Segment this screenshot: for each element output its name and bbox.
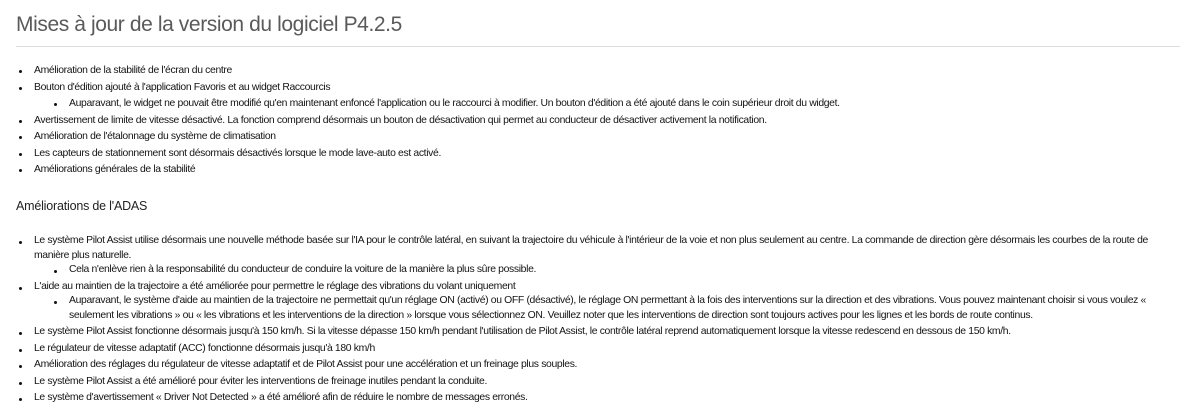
list-item: Amélioration de la stabilité de l'écran du centre [16, 63, 1182, 80]
general-improvements-list [16, 63, 1182, 179]
list-item: Bouton d'édition ajouté à l'application Favoris et au widget Raccourcis Auparavant, le widget ne pouvait être modifié qu'en maintenant enfoncé l'application ou le raccourci à modifier. Un bouton d'édition a été ajouté dans le coin supérieur droit du widget. [16, 80, 1182, 113]
list-item: Le système d'avertissement « Driver Not Detected » a été amélioré afin de réduire le nombre de messages erronés. [16, 391, 1182, 406]
list-item: Amélioration de l'étalonnage du système de climatisation [16, 129, 1182, 146]
title-divider [16, 46, 1180, 47]
adas-heading: Améliorations de l'ADAS [16, 199, 148, 213]
list-item: Le système Pilot Assist a été amélioré pour éviter les interventions de freinage inutiles pendant la conduite. [16, 375, 1182, 390]
adas-improvements-list [16, 234, 1182, 408]
sub-list [34, 96, 1182, 113]
sub-list-item: Auparavant, le système d'aide au maintien de la trajectoire ne permettait qu'un réglage ON (activé) ou OFF (désactivé), le réglage ON permettant à la fois des interventions sur la direction et des vibrations. Vous pouvez maintenant choisir si vous voulez « seulement les vibrations » ou « les vibrations et les interventions de la direction » lorsque vous sélectionnez ON. Veuillez noter que les interventions de direction sont toujours actives pour les lignes et les bords de route continus. [51, 294, 1182, 323]
sub-list [34, 263, 1182, 278]
sub-list [34, 294, 1182, 323]
sub-list-item: Auparavant, le widget ne pouvait être modifié qu'en maintenant enfoncé l'application ou le raccourci à modifier. Un bouton d'édition a été ajouté dans le coin supérieur droit du widget. [51, 96, 1182, 113]
list-item: L'aide au maintien de la trajectoire a été améliorée pour permettre le réglage des vibrations du volant uniquement Auparavant, le système d'aide au maintien de la trajectoire ne permettait qu'un réglage ON (activé) ou OFF (désactivé), le réglage ON permettant à la fois des interventions sur la direction et des vibrations. Vous pouvez maintenant choisir si vous voulez « seulement les vibrations » ou « les vibrations et les interventions de la direction » lorsque vous sélectionnez ON. Veuillez noter que les interventions de direction sont toujours actives pour les lignes et les bords de route continus. [16, 280, 1182, 324]
list-item: Le système Pilot Assist fonctionne désormais jusqu'à 150 km/h. Si la vitesse dépasse 150 km/h pendant l'utilisation de Pilot Assist, le contrôle latéral reprend automatiquement lorsque la vitesse redescend en dessous de 150 km/h. [16, 325, 1182, 340]
list-item: Avertissement de limite de vitesse désactivé. La fonction comprend désormais un bouton de désactivation qui permet au conducteur de désactiver activement la notification. [16, 113, 1182, 130]
list-item: Les capteurs de stationnement sont désormais désactivés lorsque le mode lave-auto est activé. [16, 146, 1182, 163]
page-title: Mises à jour de la version du logiciel P4.2.5 [16, 13, 402, 36]
list-item: Le régulateur de vitesse adaptatif (ACC) fonctionne désormais jusqu'à 180 km/h [16, 342, 1182, 357]
list-item: Améliorations générales de la stabilité [16, 162, 1182, 179]
list-item: Le système Pilot Assist utilise désormais une nouvelle méthode basée sur l'IA pour le contrôle latéral, en suivant la trajectoire du véhicule à l'intérieur de la voie et non plus seulement au centre. La commande de direction gère désormais les courbes de la route de manière plus naturelle. Cela n'enlève rien à la responsabilité du conducteur de conduire la voiture de la manière la plus sûre possible. [16, 234, 1182, 278]
sub-list-item: Cela n'enlève rien à la responsabilité du conducteur de conduire la voiture de la manière la plus sûre possible. [51, 263, 1182, 278]
list-item: Amélioration des réglages du régulateur de vitesse adaptatif et de Pilot Assist pour une accélération et un freinage plus souples. [16, 358, 1182, 373]
